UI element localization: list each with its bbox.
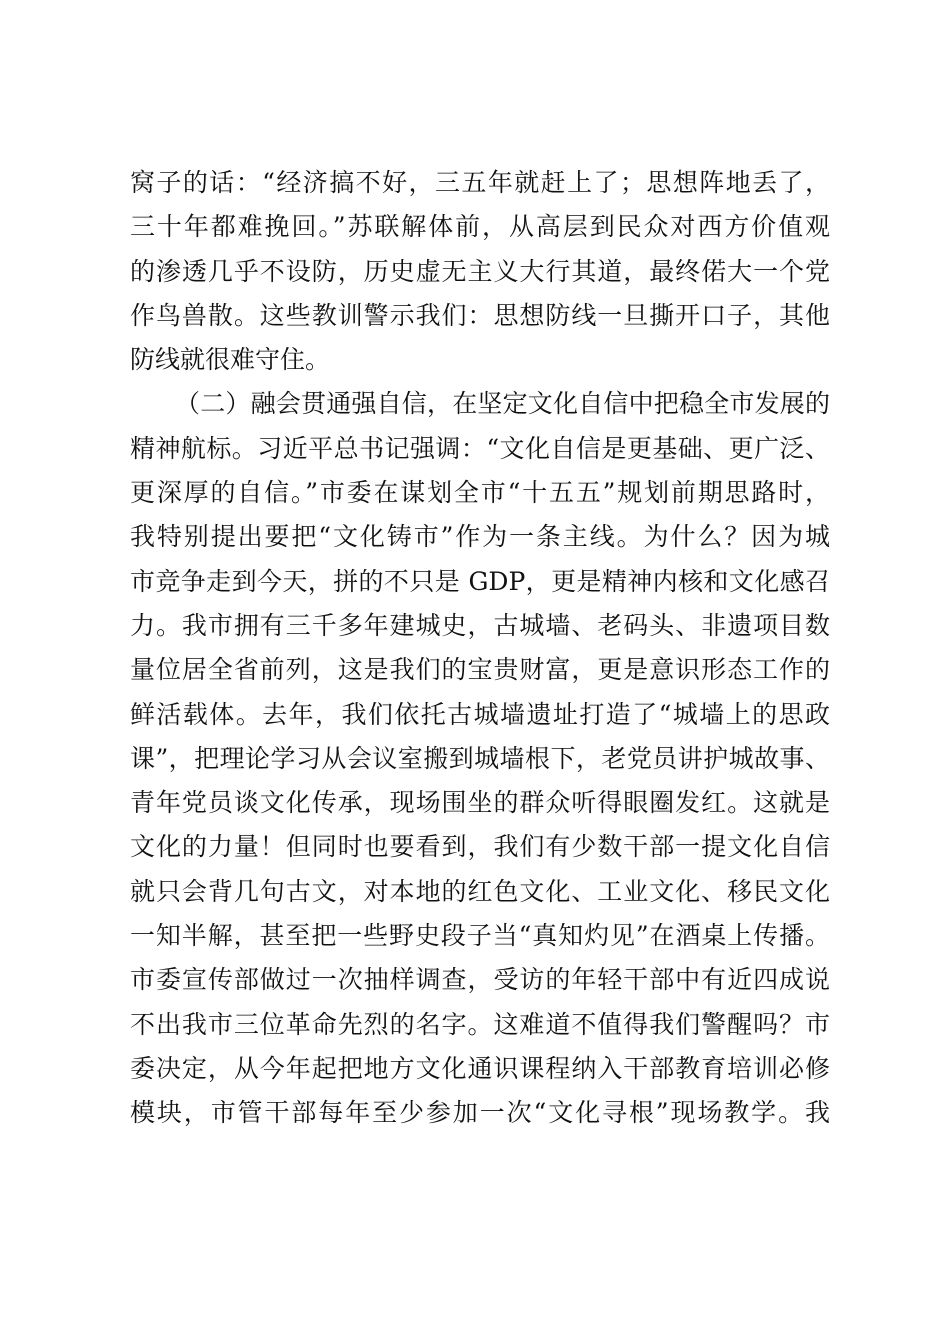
paragraph-line: 力。我市拥有三千多年建城史，古城墙、老码头、非遗项目数: [130, 610, 830, 640]
paragraph-line: 更深厚的自信。”市委在谋划全市“十五五”规划前期思路时，: [130, 478, 830, 508]
paragraph-line: 窝子的话：“经济搞不好，三五年就赶上了；思想阵地丢了，: [130, 168, 830, 197]
paragraph-line: 量位居全省前列，这是我们的宝贵财富，更是意识形态工作的: [130, 655, 830, 685]
paragraph-line: 就只会背几句古文，对本地的红色文化、工业文化、移民文化: [130, 876, 830, 906]
paragraph-line: 不出我市三位革命先烈的名字。这难道不值得我们警醒吗？市: [130, 1009, 830, 1039]
paragraph-line: 市竞争走到今天，拼的不只是 GDP，更是精神内核和文化感召: [130, 566, 830, 596]
paragraph-line: 市委宣传部做过一次抽样调查，受访的年轻干部中有近四成说: [130, 965, 830, 995]
paragraph-line: 作鸟兽散。这些教训警示我们：思想防线一旦撕开口子，其他: [130, 300, 830, 330]
paragraph-line: 文化的力量！但同时也要看到，我们有少数干部一提文化自信: [130, 832, 830, 862]
paragraph-line: 课”，把理论学习从会议室搬到城墙根下，老党员讲护城故事、: [130, 743, 830, 773]
paragraph-line: 我特别提出要把“文化铸市”作为一条主线。为什么？因为城: [130, 522, 830, 552]
paragraph-line: 三十年都难挽回。”苏联解体前，从高层到民众对西方价值观: [130, 212, 830, 242]
paragraph-line: 鲜活载体。去年，我们依托古城墙遗址打造了“城墙上的思政: [130, 699, 830, 729]
paragraph-line: 模块，市管干部每年至少参加一次“文化寻根”现场教学。我: [130, 1098, 830, 1128]
paragraph-line: 委决定，从今年起把地方文化通识课程纳入干部教育培训必修: [130, 1053, 830, 1083]
paragraph-line: 青年党员谈文化传承，现场围坐的群众听得眼圈发红。这就是: [130, 788, 830, 818]
paragraph-line: 防线就很难守住。: [130, 345, 331, 375]
paragraph-line: 一知半解，甚至把一些野史段子当“真知灼见”在酒桌上传播。: [130, 921, 830, 951]
section-heading-line: （二）融会贯通强自信，在坚定文化自信中把稳全市发展的: [175, 389, 830, 419]
paragraph-line: 精神航标。习近平总书记强调：“文化自信是更基础、更广泛、: [130, 433, 830, 463]
body-text: [130, 161, 830, 1136]
paragraph-line: 的渗透几乎不设防，历史虚无主义大行其道，最终偌大一个党: [130, 256, 830, 286]
